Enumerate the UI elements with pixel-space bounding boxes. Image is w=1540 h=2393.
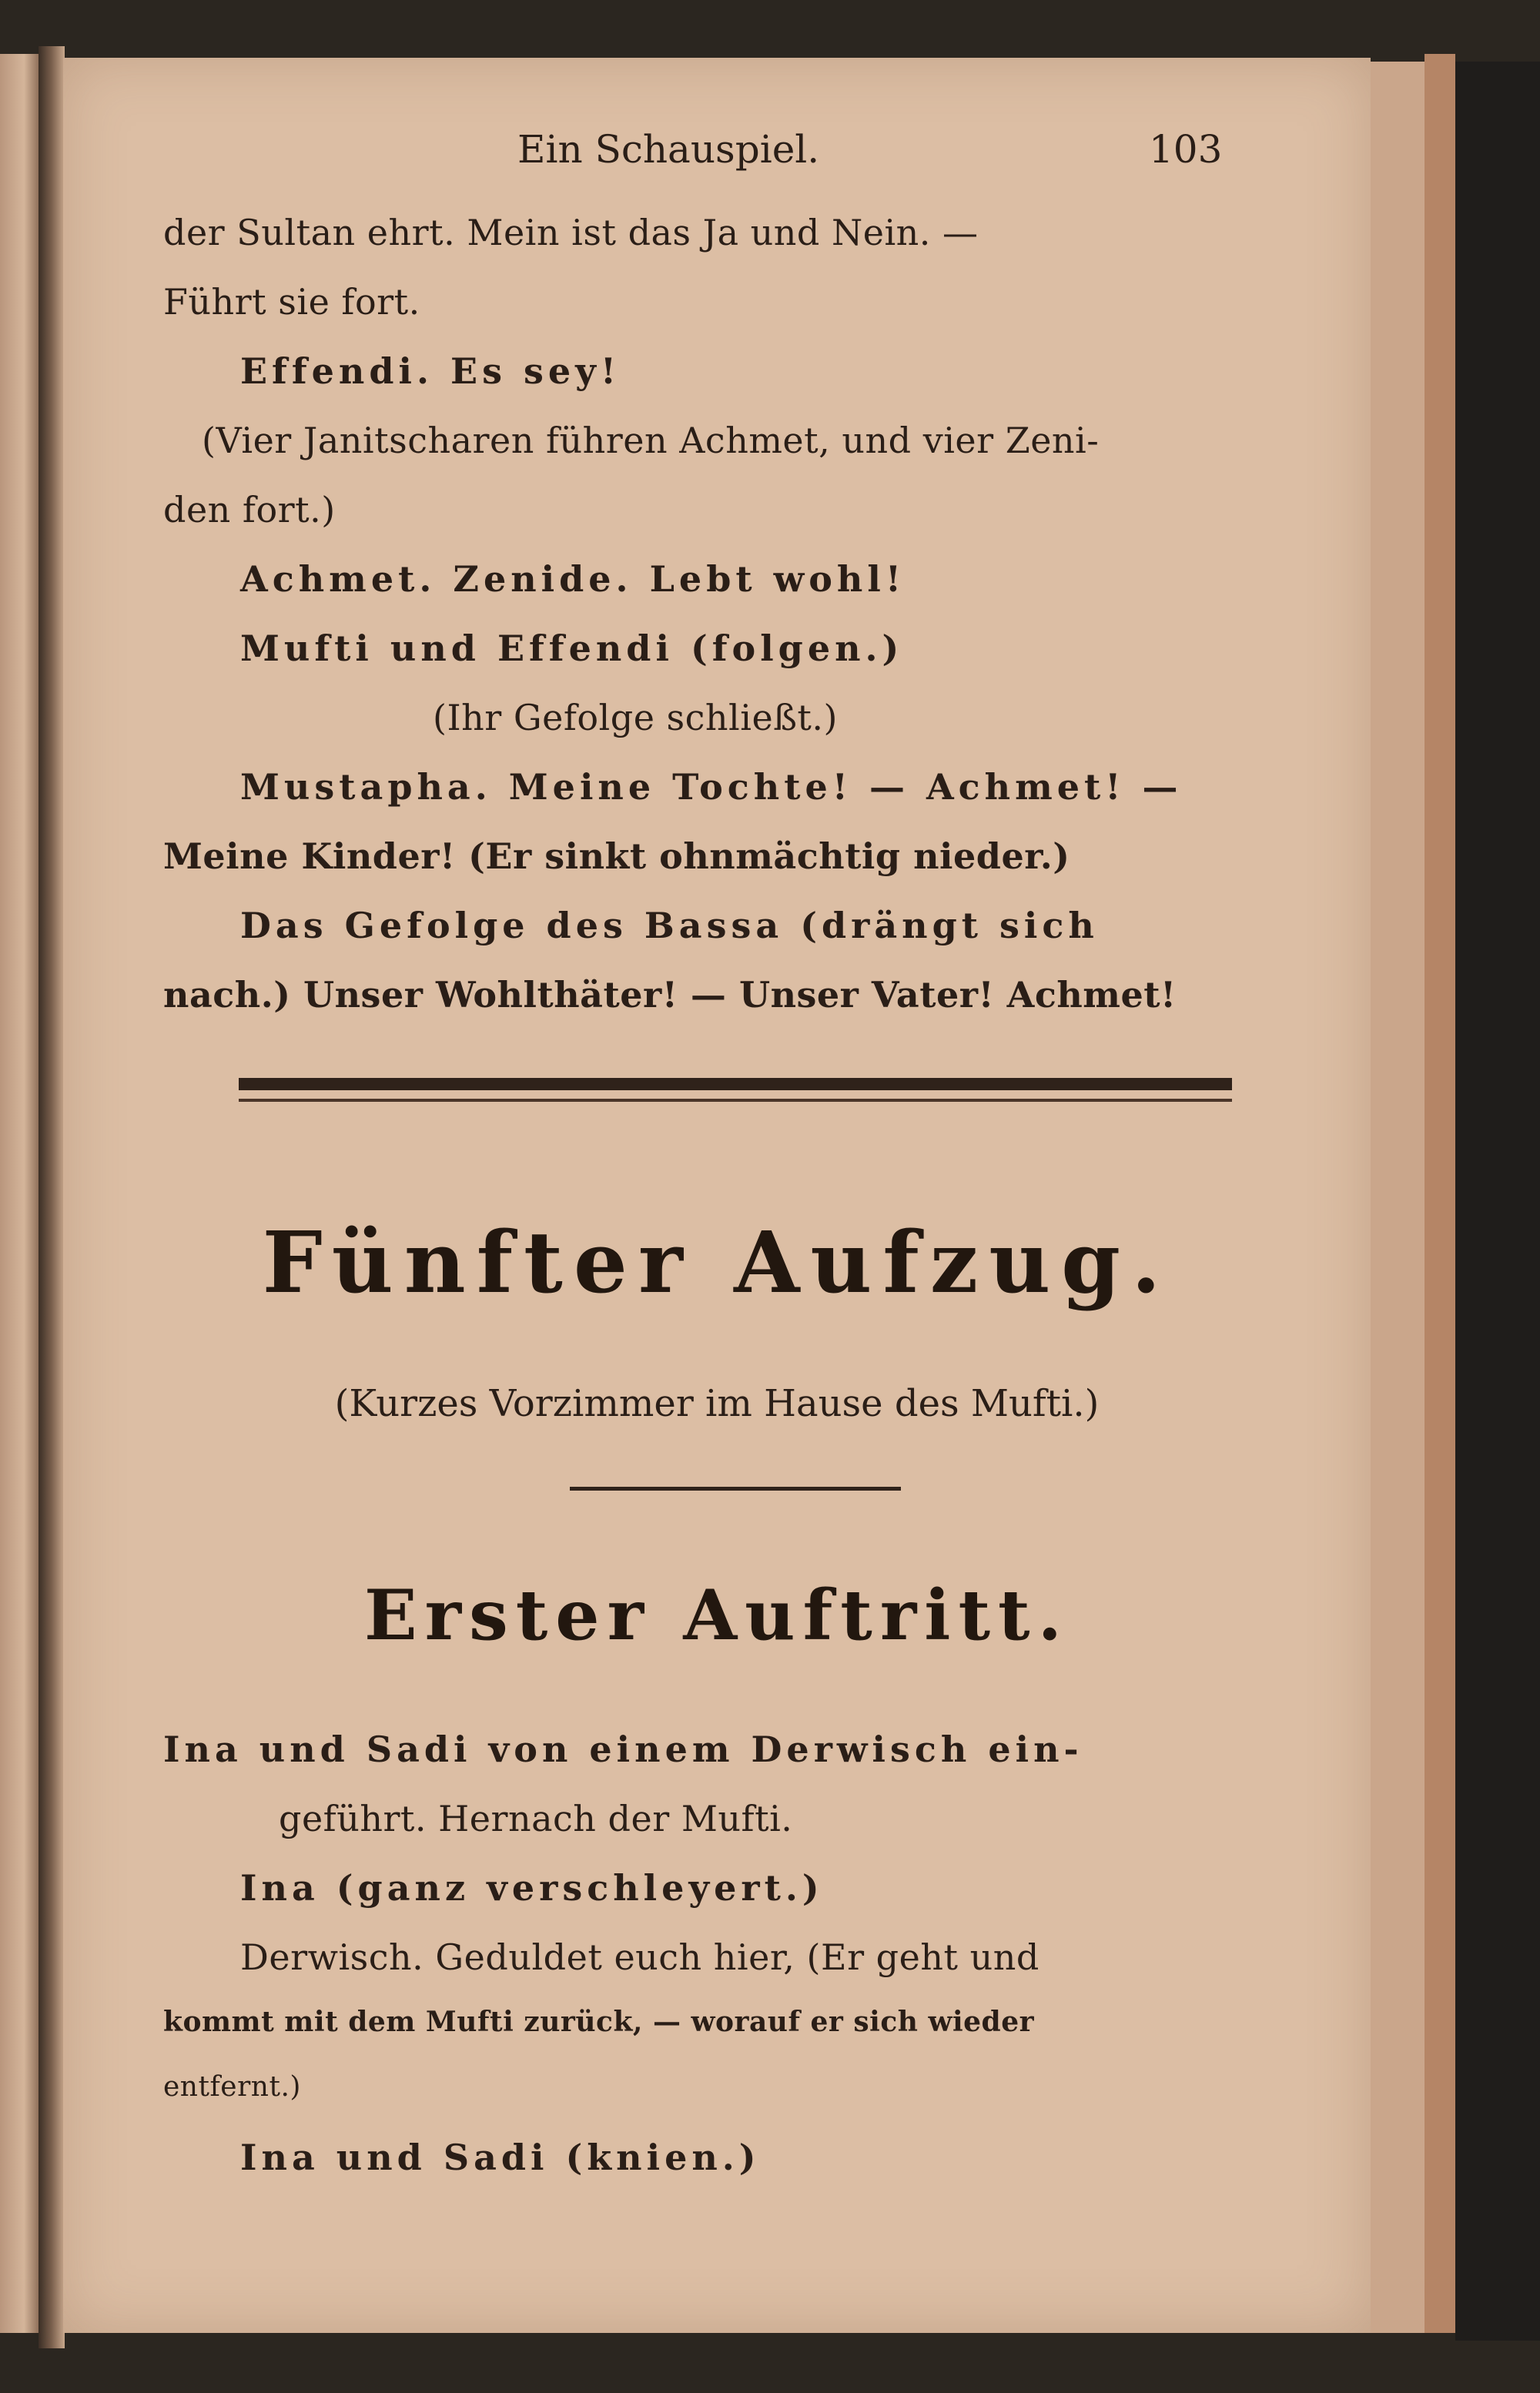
text-line: Mufti und Effendi (folgen.) <box>240 628 904 669</box>
text-line: Mustapha. Meine Tochte! — Achmet! — <box>240 766 1183 808</box>
book-page <box>63 58 1371 2333</box>
text-line: Derwisch. Geduldet euch hier, (Er geht und <box>240 1936 1040 1978</box>
text-line: der Sultan ehrt. Mein ist das Ja und Nein. — <box>163 212 979 253</box>
page-number: 103 <box>1149 127 1223 172</box>
stage-direction: entfernt.) <box>163 2071 301 2103</box>
act-setting: (Kurzes Vorzimmer im Hause des Mufti.) <box>334 1382 1100 1425</box>
text-line: Ina und Sadi (knien.) <box>240 2137 761 2178</box>
book-cover-edge <box>1455 62 1540 2341</box>
left-page-edge <box>0 54 40 2333</box>
text-line: Meine Kinder! (Er sinkt ohnmächtig nieder.) <box>163 835 1070 877</box>
text-line: Ina und Sadi von einem Derwisch ein- <box>163 1729 1083 1770</box>
text-line: nach.) Unser Wohlthäter! — Unser Vater! Achmet! <box>163 974 1177 1016</box>
divider <box>570 1487 901 1491</box>
act-title: Fünfter Aufzug. <box>262 1213 1172 1312</box>
page-stack-edge-dark <box>1424 54 1455 2333</box>
page-stack-edge <box>1371 62 1424 2333</box>
book-gutter <box>38 46 65 2348</box>
stage-direction: (Vier Janitscharen führen Achmet, und vier Zeni- <box>202 420 1100 461</box>
section-rule <box>239 1078 1232 1090</box>
running-header: Ein Schauspiel. <box>517 127 820 172</box>
text-line: Effendi. Es sey! <box>240 350 621 392</box>
stage-direction: den fort.) <box>163 489 336 530</box>
stage-direction: (Ihr Gefolge schließt.) <box>433 697 838 738</box>
scene-title: Erster Auftritt. <box>364 1575 1070 1656</box>
text-line: Das Gefolge des Bassa (drängt sich <box>240 905 1099 946</box>
text-line: Achmet. Zenide. Lebt wohl! <box>240 558 906 600</box>
section-rule-thin <box>239 1099 1232 1102</box>
text-line: Ina (ganz verschleyert.) <box>240 1867 824 1909</box>
text-line: Führt sie fort. <box>163 281 420 323</box>
text-line: geführt. Hernach der Mufti. <box>279 1798 793 1839</box>
stage-direction: kommt mit dem Mufti zurück, — worauf er sich wieder <box>163 2006 1035 2038</box>
